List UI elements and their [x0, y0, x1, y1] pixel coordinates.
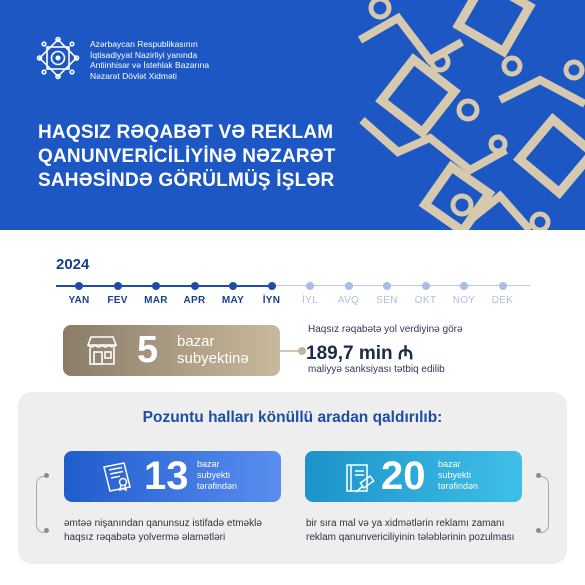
timeline-year: 2024 [56, 256, 90, 273]
month-dot [383, 282, 391, 290]
advertising-label-line: bazar [438, 459, 461, 469]
trademark-count: 13 [144, 454, 189, 498]
month-dot [75, 282, 83, 290]
month-fev [98, 277, 138, 306]
advertising-card [305, 451, 522, 502]
org-line: Nəzarət Dövlət Xidməti [90, 70, 177, 81]
title-line: SAHƏSİNDƏ GÖRÜLMÜŞ İŞLƏR [38, 170, 335, 191]
month-label: İYL [302, 295, 318, 306]
trademark-bracket-dot [44, 528, 49, 533]
trademark-description-line: haqsız rəqabətə yolvermə əlamətləri [64, 532, 226, 543]
shop-icon [85, 333, 119, 367]
sanctioned-count: 5 [137, 329, 159, 371]
month-label: OKT [414, 295, 437, 306]
advertising-description [306, 517, 514, 545]
month-dot [152, 282, 160, 290]
advertising-label [438, 459, 478, 492]
month-okt [406, 277, 446, 306]
advertising-description-line: reklam qanunvericiliyinin tələblərinin pozulması [306, 532, 515, 543]
sanctioned-label [177, 333, 249, 367]
month-label: İYN [262, 295, 281, 306]
month-label: MAY [221, 295, 245, 306]
month-dot [422, 282, 430, 290]
title-line: QANUNVERİCİLİYİNƏ NƏZARƏT [38, 146, 336, 167]
connector-dot [298, 347, 306, 355]
decorative-pattern [0, 0, 585, 230]
month-label: AVQ [337, 295, 360, 306]
month-label: YAN [68, 295, 90, 306]
trademark-description-line: əmtəə nişanından qanunsuz istifadə etməklə [64, 518, 262, 529]
trademark-label-line: tərəfindən [197, 481, 238, 491]
book-gavel-icon [341, 459, 377, 495]
month-i̇yl [290, 277, 330, 306]
trademark-label [197, 459, 237, 492]
month-label: SEN [376, 295, 398, 306]
month-dot [499, 282, 507, 290]
month-label: APR [183, 295, 206, 306]
fine-intro: Haqsız rəqabətə yol verdiyinə görə [308, 324, 463, 335]
trademark-bracket-dot [44, 473, 49, 478]
month-timeline [56, 277, 530, 307]
month-noy [444, 277, 484, 306]
month-dot [229, 282, 237, 290]
trademark-bracket [36, 476, 45, 533]
advertising-count: 20 [381, 454, 426, 498]
org-line: İqtisadiyyat Nazirliyi yanında [90, 49, 198, 60]
month-avq [329, 277, 369, 306]
month-apr [175, 277, 215, 306]
month-dot [345, 282, 353, 290]
title-line: HAQSIZ RƏQABƏT VƏ REKLAM [38, 122, 334, 143]
month-dot [268, 282, 276, 290]
month-dek [483, 277, 523, 306]
trademark-card [64, 451, 281, 502]
fine-outro: maliyyə sanksiyası tətbiq edilib [308, 364, 445, 375]
month-mar [136, 277, 176, 306]
trademark-description [64, 517, 262, 545]
fine-amount: 189,7 min ₼ [306, 343, 414, 364]
advertising-label-line: tərəfindən [438, 481, 479, 491]
month-i̇yn [252, 277, 292, 306]
document-certificate-icon [100, 459, 136, 495]
voluntary-heading: Pozuntu halları könüllü aradan qaldırılıb: [142, 409, 443, 426]
org-line: Azərbaycan Respublikasının [90, 39, 198, 49]
month-sen [367, 277, 407, 306]
month-may [213, 277, 253, 306]
advertising-bracket [540, 476, 549, 533]
advertising-bracket-dot [536, 528, 541, 533]
sanction-card [63, 325, 280, 376]
month-label: FEV [107, 295, 128, 306]
advertising-label-line: subyekti [438, 470, 472, 480]
advertising-bracket-dot [536, 473, 541, 478]
month-label: NOY [452, 295, 476, 306]
advertising-description-line: bir sıra mal və ya xidmətlərin reklamı zamanı [306, 518, 505, 529]
month-yan [59, 277, 99, 306]
month-label: DEK [491, 295, 514, 306]
header-banner [0, 0, 585, 230]
sanctioned-label-line: subyektinə [177, 350, 249, 367]
month-dot [306, 282, 314, 290]
month-label: MAR [144, 295, 168, 306]
trademark-label-line: bazar [197, 459, 220, 469]
organization-name [90, 39, 209, 81]
month-dot [114, 282, 122, 290]
emblem-logo [36, 36, 80, 80]
page-title [38, 121, 336, 193]
org-line: Antiinhisar və İstehlak Bazarına [90, 60, 210, 70]
sanctioned-label-line: bazar [177, 333, 215, 350]
trademark-label-line: subyekti [197, 470, 231, 480]
month-dot [191, 282, 199, 290]
month-dot [460, 282, 468, 290]
